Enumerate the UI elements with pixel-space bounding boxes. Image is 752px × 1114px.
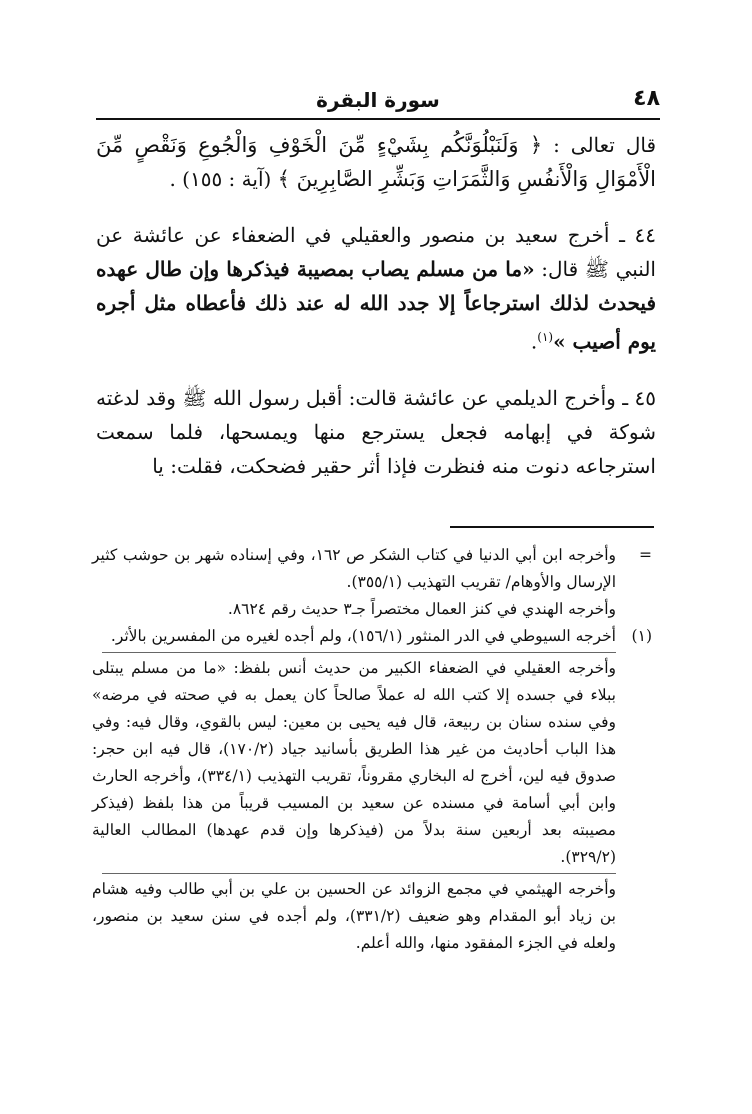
footnote-separator bbox=[102, 873, 616, 874]
footnote-paragraph: وأخرجه الهندي في كنز العمال مختصراً جـ٣ حديث رقم ٨٦٢٤. bbox=[227, 600, 616, 618]
footnote-paragraph: وأخرجه العقيلي في الضعفاء الكبير من حديث أنس بلفظ: «ما من مسلم يبتلى ببلاء في جسده إلا كتب الله له عملاً صالحاً كان يعمل به في صحته في مرضه» وفي سنده سنان بن ربيعة، قال فيه يحيى بن معين: ليس بالقوي، وقال فيه: وفي هذا الباب أحاديث من غير هذا الطريق بأسانيد جياد (١٧٠/٢)، قال فيه ابن حجر: صدوق فيه لين، أخرج له البخاري مقروناً، تقريب التهذيب (٣٣٤/١)، وأخرجه الحارث وابن أبي أسامة في مسنده عن سعيد بن المسيب قريباً من هذا بلفظ (فيذكر مصيبته بعد أربعين سنة بدلاً من (فيذكرها وإن قدم عهدها) المطالب العالية (٣٢٩/٢). bbox=[92, 659, 616, 866]
page-number: ٤٨ bbox=[633, 86, 660, 111]
verse-intro: قال تعالى : bbox=[553, 133, 656, 157]
footnote-paragraph: وأخرجه ابن أبي الدنيا في كتاب الشكر ص ١٦٢، وفي إسناده شهر بن حوشب كثير الإرسال والأوهام/ تقريب التهذيب (٣٥٥/١). bbox=[92, 546, 616, 591]
hadith-end: . bbox=[530, 329, 538, 354]
verse-text: ﴿ وَلَنَبْلُوَنَّكُم بِشَيْءٍ مِّنَ الْخَوْفِ وَالْجُوعِ وَنَقْصٍ مِّنَ الْأَمْوَالِ وَالْأَنفُسِ وَالثَّمَرَاتِ وَبَشِّرِ الصَّابِرِينَ ﴾ bbox=[96, 133, 656, 191]
footnote-marker: (١) bbox=[537, 330, 554, 344]
continuation-mark: = bbox=[639, 546, 652, 564]
hadith-number: ٤٤ ـ bbox=[619, 223, 657, 247]
footnotes bbox=[92, 542, 652, 957]
footnote-divider bbox=[450, 526, 654, 528]
main-text bbox=[96, 128, 656, 505]
surah-title: سورة البقرة bbox=[316, 88, 440, 112]
hadith-45 bbox=[96, 381, 656, 483]
verse-reference: (آية : ١٥٥) . bbox=[169, 167, 272, 191]
footnote-number: (١) bbox=[631, 627, 652, 645]
footnote-paragraph: وأخرجه الهيثمي في مجمع الزوائد عن الحسين بن علي بن أبي طالب وفيه هشام بن زياد أبو المقدام وهو ضعيف (٣٣١/٢)، ولم أجده في سنن سعيد بن منصور، ولعله في الجزء المفقود منها، والله أعلم. bbox=[92, 880, 616, 952]
hadith-text: «ما من مسلم يصاب بمصيبة فيذكرها وإن طال عهده فيحدث لذلك استرجاعاً إلا جدد الله له عند ذلك فأعطاه مثل أجره يوم أصيب » bbox=[96, 257, 656, 354]
hadith-text: وأخرج الديلمي عن عائشة قالت: أقبل رسول الله ﷺ وقد لدغته شوكة في إبهامه فجعل يسترجع منها ويمسحها، فلما سمعت استرجاعه دنوت منه فنظرت فإذا أثر حقير فضحكت، فقلت: يا bbox=[96, 385, 656, 478]
hadith-44 bbox=[96, 218, 656, 359]
hadith-number: ٤٥ ـ bbox=[622, 385, 656, 410]
footnote-paragraph: أخرجه السيوطي في الدر المنثور (١٥٦/١)، ولم أجده لغيره من المفسرين بالأثر. bbox=[110, 627, 616, 645]
footnote-separator bbox=[102, 652, 616, 653]
hadith-intro: أخرج سعيد بن منصور والعقيلي في الضعفاء عن عائشة عن النبي ﷺ قال: bbox=[96, 223, 656, 281]
footnote-1 bbox=[92, 623, 652, 957]
page-header bbox=[96, 84, 660, 120]
footnote-continuation bbox=[92, 542, 652, 623]
quran-verse bbox=[96, 128, 656, 196]
